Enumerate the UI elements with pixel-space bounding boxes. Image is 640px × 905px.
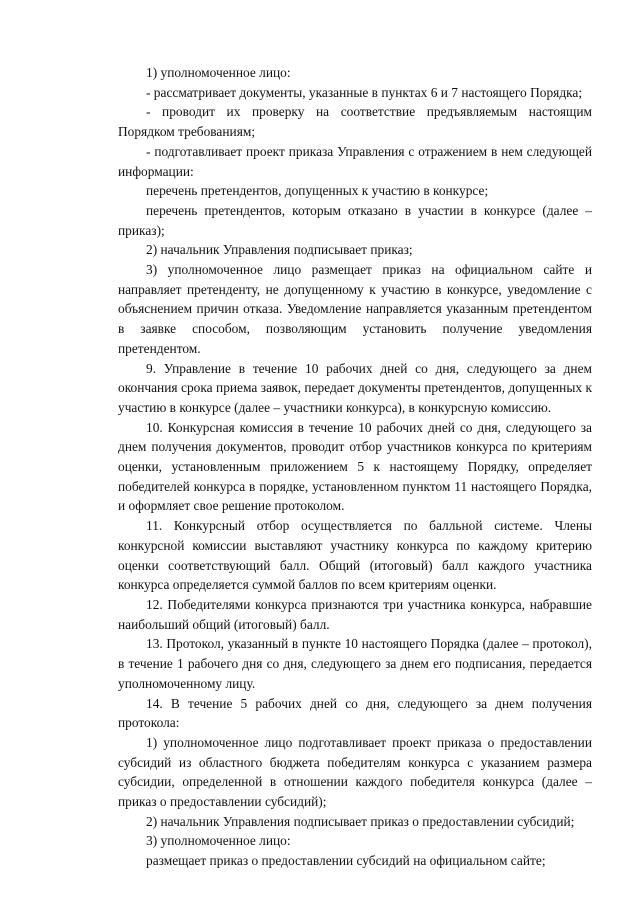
paragraph: перечень претендентов, которым отказано в участии в конкурсе (далее – приказ); xyxy=(118,202,592,238)
paragraph: - подготавливает проект приказа Управления с отражением в нем следующей информации: xyxy=(118,143,592,179)
document-body xyxy=(118,63,592,871)
paragraph: 3) уполномоченное лицо: xyxy=(146,833,291,849)
paragraph: 9. Управление в течение 10 рабочих дней со дня, следующего за днем окончания срока приема заявок, передает документы претендентов, допущенных к участию в конкурсе (далее – участники конкурса), в конкурсную комиссию. xyxy=(118,360,592,415)
paragraph: 10. Конкурсная комиссия в течение 10 рабочих дней со дня, следующего за днем получения документов, проводит отбор участников конкурса по критериям оценки, установленным приложением 5 к настоящему Порядку, определяет победителей конкурса в порядке, установленном пунктом 11 настоящего Порядка, и оформляет свое решение протоколом. xyxy=(118,419,592,514)
paragraph: размещает приказ о предоставлении субсидий на официальном сайте; xyxy=(146,853,546,869)
paragraph: 2) начальник Управления подписывает приказ о предоставлении субсидий; xyxy=(146,813,575,829)
paragraph: 11. Конкурсный отбор осуществляется по балльной системе. Члены конкурсной комиссии выставляют участнику конкурса по каждому критерию оценки соответствующий балл. Общий (итоговый) балл каждого участника конкурса определяется суммой баллов по всем критериям оценки. xyxy=(118,518,592,593)
paragraph: 1) уполномоченное лицо подготавливает проект приказа о предоставлении субсидий из областного бюджета победителям конкурса с указанием размера субсидии, определенной в отношении каждого победителя конкурса (далее – приказ о предоставлении субсидий); xyxy=(118,734,592,810)
paragraph: 12. Победителями конкурса признаются три участника конкурса, набравшие наибольший общий (итоговый) балл. xyxy=(118,596,592,632)
paragraph: 1) уполномоченное лицо: xyxy=(146,65,291,80)
paragraph: 13. Протокол, указанный в пункте 10 настоящего Порядка (далее – протокол), в течение 1 рабочего дня со дня, следующего за днем его подписания, передается уполномоченному лицу. xyxy=(118,636,592,691)
paragraph: 2) начальник Управления подписывает приказ; xyxy=(146,242,413,258)
paragraph: - проводит их проверку на соответствие предъявляемым настоящим Порядком требованиям; xyxy=(118,104,592,140)
paragraph: 14. В течение 5 рабочих дней со дня, следующего за днем получения протокола: xyxy=(118,695,592,731)
paragraph: 3) уполномоченное лицо размещает приказ на официальном сайте и направляет претенденту, не допущенному к участию в конкурсе, уведомление с объяснением причин отказа. Уведомление направляется указанным претендентом в заявке способом, позволяющим установить получение уведомления претендентом. xyxy=(118,262,592,356)
paragraph: - рассматривает документы, указанные в пунктах 6 и 7 настоящего Порядка; xyxy=(146,84,583,100)
paragraph: перечень претендентов, допущенных к участию в конкурсе; xyxy=(146,183,489,199)
